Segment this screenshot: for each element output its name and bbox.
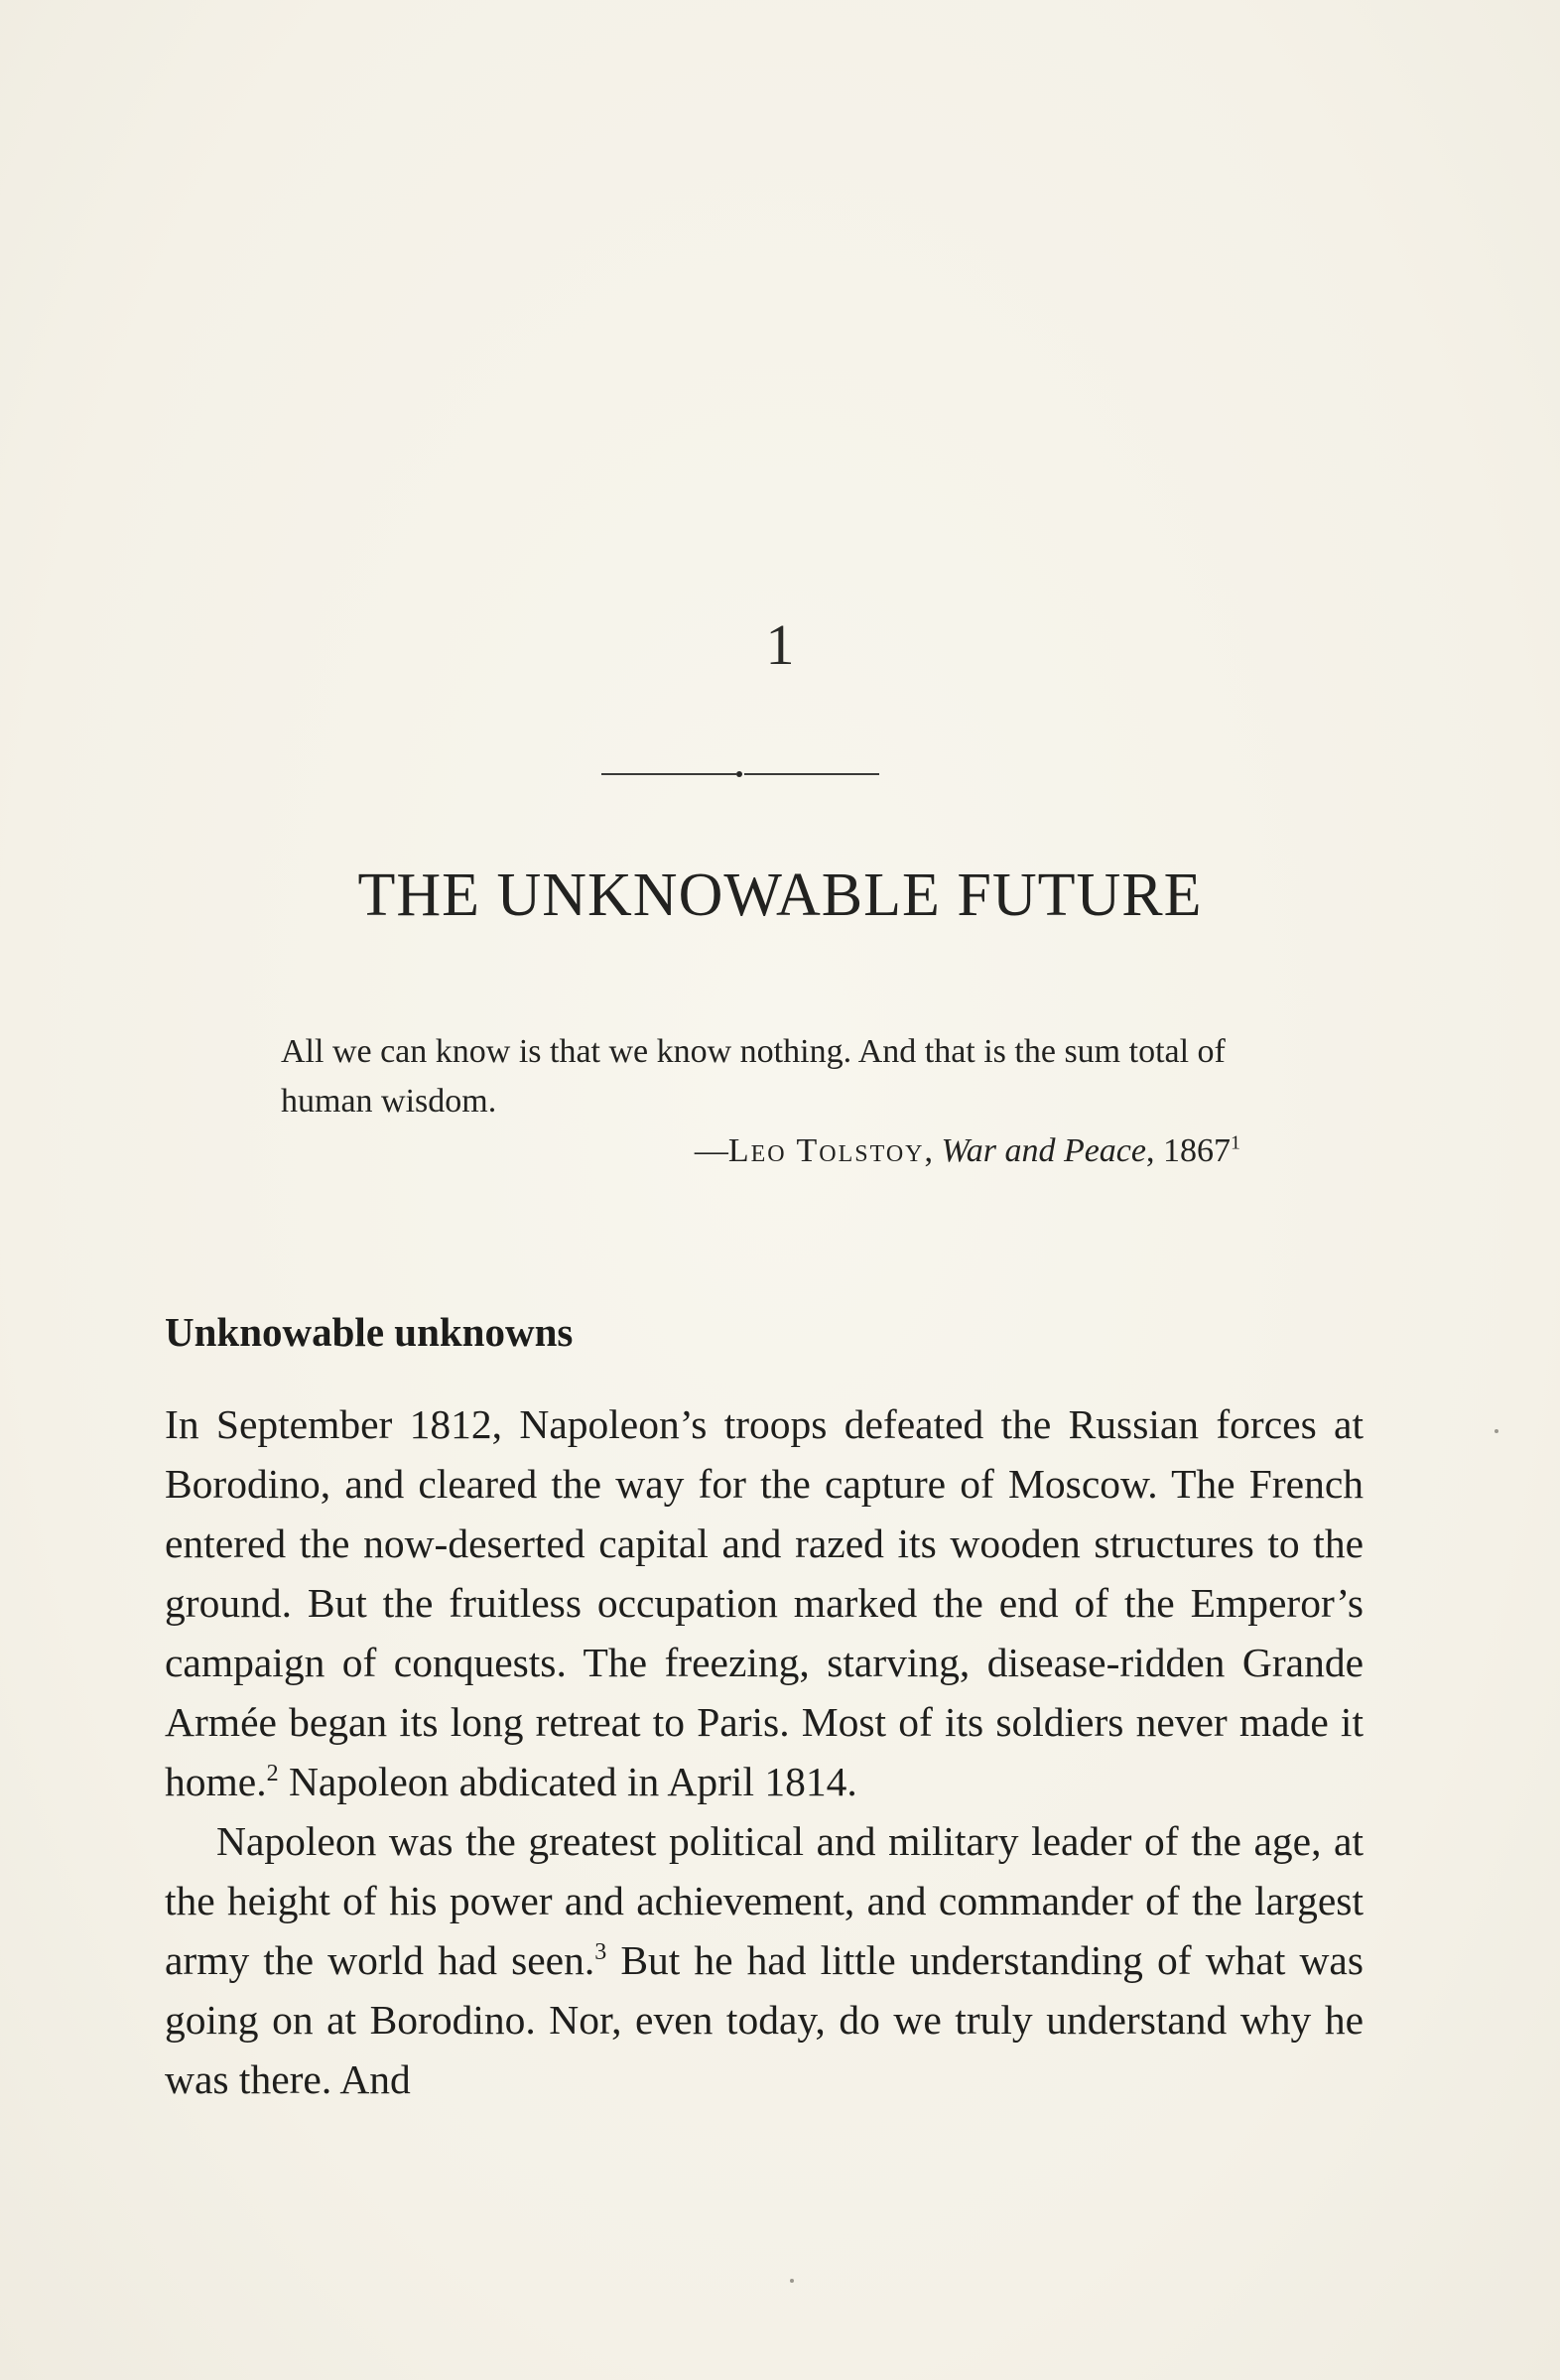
paper-speck [1495,1429,1498,1433]
paragraph-1-text-b: Napoleon abdicated in April 1814. [278,1759,857,1804]
paragraph-2 [165,1811,1364,2109]
chapter-number: 1 [765,612,795,677]
paragraph-2-text-b: But he had little understanding of what was going on at Borodino. Nor, even today, do we truly understand why he was there. And [165,1937,1364,2102]
ornament-rule-left [601,773,736,775]
ornament-rule-right [744,773,879,775]
attribution-work: War and Peace [941,1132,1146,1169]
attribution-author: Leo Tolstoy [727,1132,925,1169]
paragraph-2-text-a: Napoleon was the greatest political and military leader of the age, at the height of his power and achievement, and commander of the largest army the world had seen. [165,1818,1364,1983]
attribution-year: , 1867 [1146,1132,1231,1169]
paragraph-1-text-a: In September 1812, Napoleon’s troops defeated the Russian forces at Borodino, and cleared the way for the capture of Moscow. The French entered the now-deserted capital and razed its wooden structures to the ground. But the fruitless occupation marked the end of the Emperor’s campaign of conquests. The freezing, starving, disease-ridden Grande Armée began its long retreat to Paris. Most of its soldiers never made it home. [165,1401,1364,1804]
attribution-separator: , [924,1132,942,1169]
footnote-marker-1: 1 [1231,1131,1240,1154]
chapter-ornament [601,770,879,778]
footnote-marker-2: 2 [266,1761,279,1787]
chapter-title: THE UNKNOWABLE FUTURE [357,861,1203,929]
attribution-dash: — [694,1132,728,1169]
epigraph-attribution [695,1126,1240,1176]
footnote-marker-3: 3 [594,1939,607,1966]
body-text [165,1394,1364,2109]
paper-speck [790,2279,794,2283]
paragraph-1 [165,1394,1364,1811]
epigraph-quote: All we can know is that we know nothing. And that is the sum total of human wisdom. [281,1033,1226,1120]
ornament-dot [736,771,742,777]
section-heading: Unknowable unknowns [165,1309,574,1355]
